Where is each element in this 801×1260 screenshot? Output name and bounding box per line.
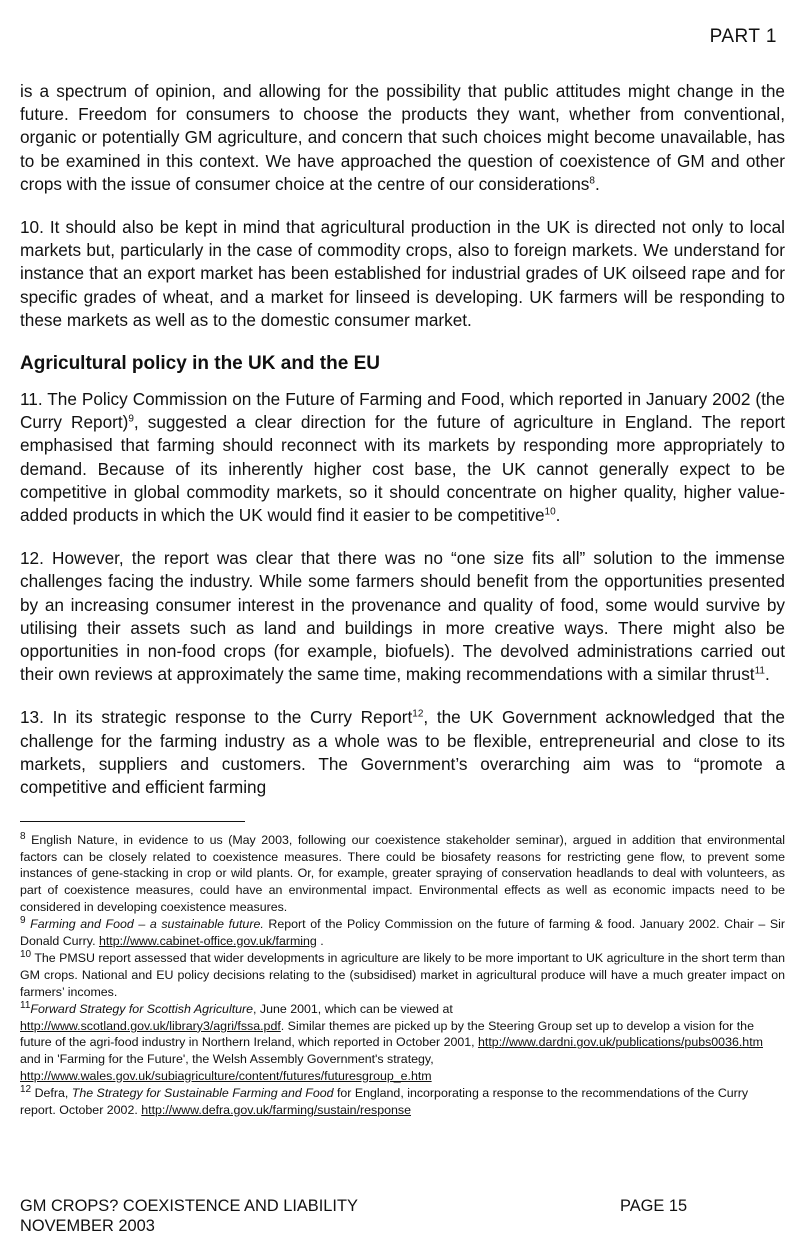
footnote-ref-11[interactable]: 11	[754, 665, 765, 677]
section-heading: Agricultural policy in the UK and the EU	[20, 353, 380, 375]
footnote-link[interactable]: http://www.wales.gov.uk/subiagriculture/content/futures/futuresgroup_e.htm	[20, 1068, 432, 1083]
paragraph-intro: is a spectrum of opinion, and allowing for the possibility that public attitudes might change in the future. Freedom for consumers to choose the products they want, whether from conventional, organic or potentially GM agriculture, and concern that such choices might become unavailable, has to be examined in this context. We have approached the question of coexistence of GM and other crops with the issue of consumer choice at the centre of our considerations$^8$.	[20, 81, 785, 194]
footer-left	[20, 1196, 358, 1236]
footnote-10	[20, 950, 785, 1000]
footnote-link[interactable]: http://www.scotland.gov.uk/library3/agri/fssa.pdf	[20, 1018, 281, 1033]
paragraph-text: , the UK Government acknowledged that the challenge for the farming industry as a whole was to be flexible, entrepreneurial and close to its markets, suppliers and customers. The Government’s overarching aim was to “promote a competitive and efficient farming	[20, 707, 785, 798]
document-page	[20, 0, 785, 1260]
paragraph-text: 12. However, the report was clear that there was no “one size fits all” solution to the immense challenges facing the industry. While some farmers should benefit from the opportunities presented by an increasing consumer interest in the provenance and quality of food, some would survive by utilising their assets such as land and buildings in more creative ways. There might also be opportunities in non-food crops (for example, biofuels). The devolved administrations carried out their own reviews at approximately the same time, making recommendations with a similar thrust	[20, 548, 785, 685]
footnote-text: Defra,	[31, 1086, 72, 1101]
footnote-link[interactable]: http://www.defra.gov.uk/farming/sustain/response	[141, 1102, 411, 1117]
footnote-divider	[20, 821, 245, 822]
paragraph-text: is a spectrum of opinion, and allowing for the possibility that public attitudes might change in the future. Freedom for consumers to choose the products they want, whether from conventional, organic or potentially GM agriculture, and concern that such choices might become unavailable, has to be examined in this context. We have approached the question of coexistence of GM and other crops with the issue of consumer choice at the centre of our considerations	[20, 81, 785, 194]
paragraph-11: 11. The Policy Commission on the Future of Farming and Food, which reported in January 2002 (the Curry Report)$^9$, suggested a clear direction for the future of agriculture in England. The report emphasised that farming should reconnect with its markets by responding more appropriately to demand. Because of its inherently higher cost base, the UK cannot generally expect to be competitive in global commodity markets, so it should concentrate on higher quality, higher value-added products in which the UK would find it easier to be competitive$^{10}$.	[20, 389, 785, 526]
footnote-text: Report of the Policy Commission on the future of farming & food. January 2002. Chair – Sir Donald Curry.	[20, 917, 785, 948]
paragraph-13	[20, 706, 785, 799]
body-text	[20, 80, 785, 1119]
footnote-text: . Similar themes are picked up by the Steering Group set up to develop a vision for the future of the agri-food industry in Northern Ireland, which reported in October 2001,	[20, 1018, 754, 1050]
paragraph-text: 11. The Policy Commission on the Future of Farming and Food, which reported in January 2002 (the Curry Report)	[20, 389, 785, 433]
footnote-text: and in 'Farming for the Future', the Welsh Assembly Government's strategy,	[20, 1052, 434, 1066]
footnotes	[20, 832, 785, 1118]
footnote-text: English Nature, in evidence to us (May 2003, following our coexistence stakeholder seminar), argued in addition that environmental factors can be closely related to coexistence measures. There could be biosafety reasons for restricting gene flow, to prevent some instances of gene-stacking in crop or wild plants. Or, for example, greater spraying of conservation headlands to deal with volunteers, as part of coexistence measures, could have an environmental impact. Environmental effects as well as economic impacts need to be considered in developing coexistence measures.	[20, 833, 785, 914]
footnote-title: Farming and Food – a sustainable future.	[25, 917, 264, 932]
footnote-ref-10[interactable]: 10	[544, 506, 556, 518]
footnote-text: , June 2001, which can be viewed at	[253, 1002, 453, 1017]
footnote-title: Forward Strategy for Scottish Agriculture	[30, 1002, 254, 1017]
footnote-number: 8	[20, 831, 26, 843]
footnote-number: 12	[20, 1084, 32, 1096]
footnote-ref-8[interactable]: 8	[589, 175, 595, 187]
running-header: PART 1	[709, 26, 777, 47]
paragraph-12: 12. However, the report was clear that there was no “one size fits all” solution to the immense challenges facing the industry. While some farmers should benefit from the opportunities presented by an increasing consumer interest in the provenance and quality of food, some would survive by utilising their assets such as land and buildings in more creative ways. There might also be opportunities in non-food crops (for example, biofuels). The devolved administrations carried out their own reviews at approximately the same time, making recommendations with a similar thrust$^{11}$.	[20, 548, 785, 685]
footer-date: NOVEMBER 2003	[20, 1217, 155, 1235]
paragraph-text: 13. In its strategic response to the Curry Report	[20, 707, 413, 728]
paragraph-10: 10. It should also be kept in mind that agricultural production in the UK is directed not only to local markets but, particularly in the case of commodity crops, also to foreign markets. We understand for instance that an export market has been established for industrial grades of UK oilseed rape and for specific grades of wheat, and a market for linseed is developing. UK farmers will be responding to these markets as well as to the domestic consumer market.	[20, 217, 785, 330]
page-number: PAGE 15	[620, 1197, 688, 1215]
footnote-12	[20, 1085, 785, 1118]
footnote-ref-12[interactable]: 12	[412, 708, 424, 720]
footnote-11	[20, 1001, 785, 1084]
footnote-title: The Strategy for Sustainable Farming and Food	[71, 1086, 334, 1101]
footnote-ref-9[interactable]: 9	[128, 413, 134, 425]
footnote-9	[20, 916, 785, 949]
footnote-text: .	[316, 933, 324, 948]
footnote-number: 11	[20, 1000, 31, 1012]
footnote-text: The PMSU report assessed that wider developments in agriculture are likely to be more important to UK agriculture in the short term than GM crops. National and EU policy decisions relating to the (subsidised) market in agricultural produce will have a much greater impact on farmers’ incomes.	[20, 951, 786, 999]
footer-title: GM CROPS? COEXISTENCE AND LIABILITY	[20, 1197, 358, 1215]
footnote-8	[20, 832, 785, 915]
footnote-number: 9	[20, 915, 26, 927]
footnote-text: for England, incorporating a response to the recommendations of the Curry report. October 2002.	[20, 1086, 749, 1117]
footnote-number: 10	[20, 949, 32, 961]
footnote-link[interactable]: http://www.dardni.gov.uk/publications/pubs0036.htm	[478, 1035, 763, 1050]
paragraph-text: , suggested a clear direction for the future of agriculture in England. The report emphasised that farming should reconnect with its markets by responding more appropriately to demand. Because of its inherently higher cost base, the UK cannot generally expect to be competitive in global commodity markets, so it should concentrate on higher quality, higher value-added products in which the UK would find it easier to be competitive	[20, 412, 785, 526]
footnote-link[interactable]: http://www.cabinet-office.gov.uk/farming	[98, 933, 317, 948]
